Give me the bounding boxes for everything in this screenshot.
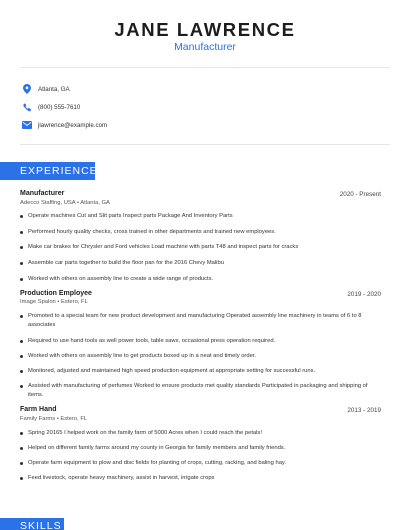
contact-divider xyxy=(20,144,390,145)
list-item: Assisted with manufacturing of perfumes Worked to ensure products met quality standards Participated in packaging and shipping of items. xyxy=(20,382,370,400)
job-company: Image Spalon xyxy=(20,299,56,305)
job-company: Adecco Staffing, USA xyxy=(20,200,76,206)
job-company: Family Farms xyxy=(20,416,56,422)
skills-section-header: SKILLS xyxy=(0,518,64,530)
list-item: Make car brakes for Chrysler and Ford vehicles Load machine with parts T48 and inspect parts for cracks xyxy=(20,243,370,252)
job-company-line: Family Farms • Estero, FL xyxy=(20,416,88,422)
job-company-line: Adecco Staffing, USA • Atlanta, GA xyxy=(20,200,110,206)
list-item: Operate farm equipment to plow and disc fields for planting of crops, cutting, racking, and baling hay. xyxy=(20,459,370,468)
list-item: Feed livestock, operate heavy machinery, assist in harvest, irrigate crops xyxy=(20,474,370,483)
contact-email xyxy=(20,118,390,132)
location-pin-icon xyxy=(20,82,34,96)
list-item: Worked with others on assembly line to create a wide range of products. xyxy=(20,275,370,284)
phone-icon xyxy=(20,100,34,114)
job-location: Estero, FL xyxy=(61,299,88,305)
job-location: Atlanta, GA xyxy=(80,200,110,206)
list-item: Spring 20165 I helped work on the family farm of 5000 Acres when I could reach the petals! xyxy=(20,429,370,438)
list-item: Worked with others on assembly line to get products boxed up in a neat and timely order. xyxy=(20,352,370,361)
list-item: Operate machines Cut and Slit parts Inspect parts Package And Inventory Parts xyxy=(20,212,370,221)
list-item: Assemble car parts together to build the floor pan for the 2016 Chevy Malibu xyxy=(20,259,370,268)
list-item: Required to use hand tools as well power tools, table saws, occasional press operation required. xyxy=(20,337,370,346)
job-title: Farm Hand xyxy=(20,406,57,413)
list-item: Monitored, adjusted and maintained high speed production equipment at appropriate setting for successful runs. xyxy=(20,367,370,376)
envelope-icon xyxy=(20,118,34,132)
list-item: Promoted to a special team for new product development and manufacturing Operated assembly line machinery in teams of 6 to 8 associates xyxy=(20,312,370,330)
job-company-line: Image Spalon • Estero, FL xyxy=(20,299,88,305)
job-title: Production Employee xyxy=(20,290,92,297)
contact-location xyxy=(20,82,390,96)
email-text: jlawrence@example.com xyxy=(38,121,108,129)
job-dates: 2020 - Present xyxy=(339,191,381,198)
list-item: Performed hourly quality checks, cross trained in other departments and trained new employees. xyxy=(20,228,370,237)
job-title: Manufacturer xyxy=(20,190,65,197)
list-item: Helped on different family farms around my county in Georgia for family members and family friends. xyxy=(20,444,370,453)
job-dates: 2019 - 2020 xyxy=(347,291,381,298)
contact-phone xyxy=(20,100,390,114)
candidate-name: JANE LAWRENCE xyxy=(114,19,296,40)
header-divider xyxy=(20,67,390,68)
job-dates: 2013 - 2019 xyxy=(347,407,381,414)
candidate-title: Manufacturer xyxy=(174,41,236,53)
location-text: Atlanta, GA xyxy=(38,85,70,93)
experience-section-header: EXPERIENCE xyxy=(0,162,95,180)
job-location: Estero, FL xyxy=(60,416,88,422)
phone-text: (800) 555-7610 xyxy=(38,103,81,111)
